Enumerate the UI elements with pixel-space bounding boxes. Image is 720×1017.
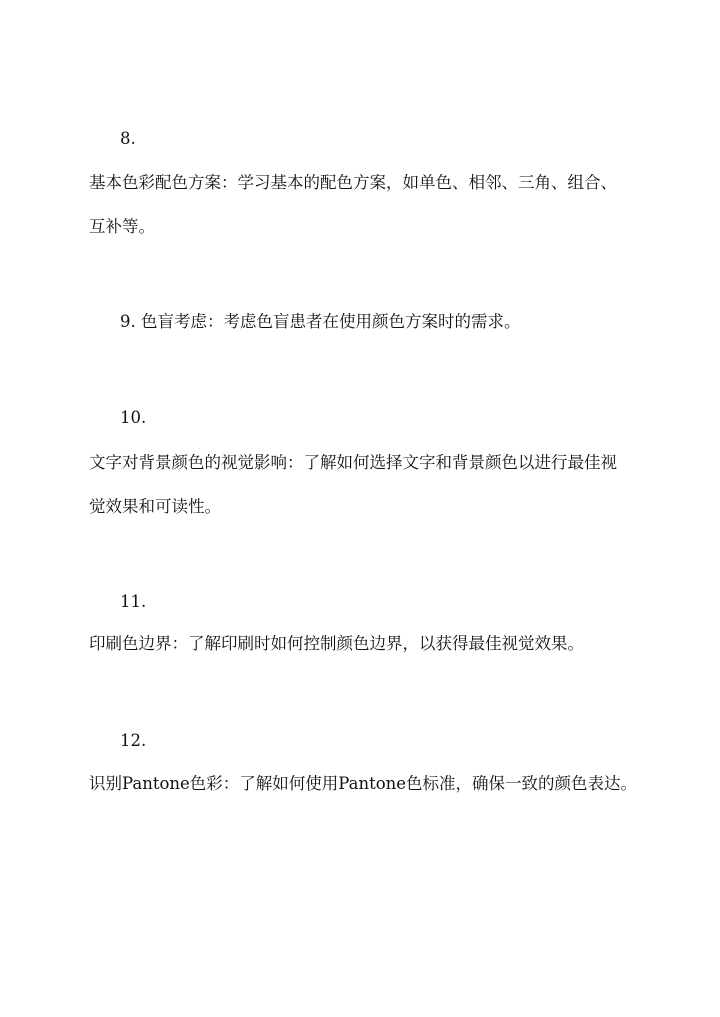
item-text-line: 基本色彩配色方案：学习基本的配色方案，如单色、相邻、三角、组合、	[89, 173, 617, 192]
item-text-line: 互补等。	[89, 217, 155, 236]
item-text-line: 觉效果和可读性。	[89, 497, 221, 516]
item-number: 10.	[120, 408, 147, 427]
item-text-line: 识别Pantone色彩：了解如何使用Pantone色标准，确保一致的颜色表达。	[89, 774, 638, 793]
item-number: 11.	[120, 592, 147, 611]
item-inline-text: 9. 色盲考虑：考虑色盲患者在使用颜色方案时的需求。	[120, 312, 521, 331]
item-number: 12.	[120, 731, 147, 750]
item-number: 8.	[120, 129, 136, 148]
item-text-line: 印刷色边界：了解印刷时如何控制颜色边界，以获得最佳视觉效果。	[89, 634, 584, 653]
item-text-line: 文字对背景颜色的视觉影响：了解如何选择文字和背景颜色以进行最佳视	[89, 453, 617, 472]
